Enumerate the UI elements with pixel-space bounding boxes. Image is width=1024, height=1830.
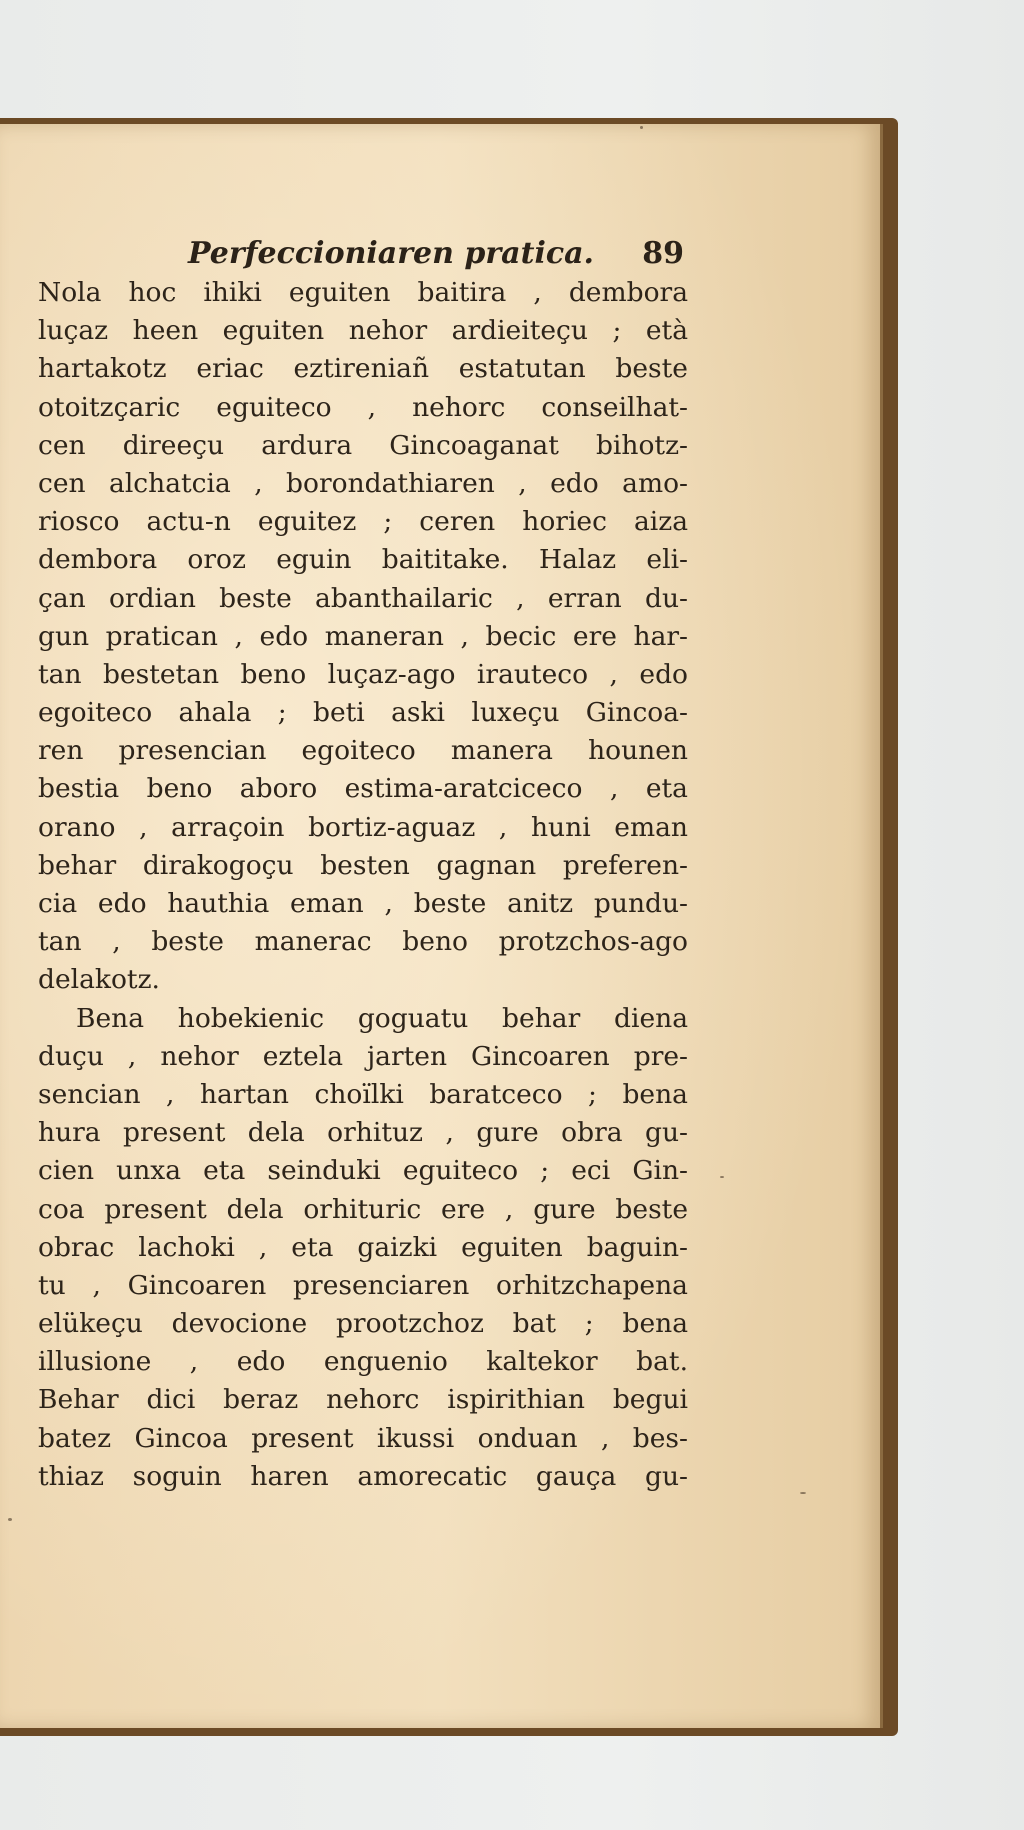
text-line: orano , arraçoin bortiz-aguaz , huni eman — [38, 811, 688, 843]
text-line: tan bestetan beno luçaz-ago irauteco , edo — [38, 658, 688, 690]
ink-speck — [8, 1518, 12, 1521]
running-header — [38, 232, 688, 274]
text-line: elükeçu devocione prootzchoz bat ; bena — [38, 1308, 688, 1340]
text-line: dembora oroz eguin baititake. Halaz eli- — [38, 544, 688, 576]
paragraph-start-line: Bena hobekienic goguatu behar diena — [76, 1002, 688, 1034]
paragraph-end-line: delakotz. — [38, 964, 160, 996]
text-line: cia edo hauthia eman , beste anitz pundu- — [38, 888, 688, 919]
running-title: Perfeccioniaren pratica. — [188, 235, 594, 271]
text-line: obrac lachoki , eta gaizki eguiten baguin- — [38, 1231, 688, 1263]
text-line: batez Gincoa present ikussi onduan , bes- — [38, 1422, 688, 1454]
text-line: riosco actu-n eguitez ; ceren horiec aiza — [38, 506, 688, 538]
text-line: Nola hoc ihiki eguiten baitira , dembora — [38, 277, 688, 308]
text-line: gun pratican , edo maneran , becic ere har- — [38, 620, 688, 652]
text-line: otoitzçaric eguiteco , nehorc conseilhat- — [38, 391, 688, 423]
ink-speck — [800, 1492, 806, 1494]
ink-speck — [640, 126, 643, 129]
text-line: hartakotz eriac eztireniañ estatutan beste — [38, 353, 688, 385]
text-line: bestia beno aboro estima-aratciceco , eta — [38, 773, 688, 805]
text-line: tu , Gincoaren presenciaren orhitzchapena — [38, 1269, 688, 1301]
text-line: behar dirakogoçu besten gagnan preferen- — [38, 849, 688, 881]
text-line: çan ordian beste abanthailaric , erran du- — [38, 582, 688, 614]
text-line: cen alchatcia , borondathiaren , edo amo- — [38, 467, 688, 499]
text-line: cen direeçu ardura Gincoaganat bihotz- — [38, 429, 688, 461]
ink-speck — [720, 1176, 724, 1178]
text-line: thiaz soguin haren amorecatic gauça gu- — [38, 1460, 688, 1492]
text-line: egoiteco ahala ; beti aski luxeçu Gincoa- — [38, 697, 688, 729]
text-line: cien unxa eta seinduki eguiteco ; eci Gin- — [38, 1155, 688, 1187]
text-line: hura present dela orhituz , gure obra gu- — [38, 1117, 688, 1149]
text-line: ren presencian egoiteco manera hounen — [38, 735, 688, 767]
text-line: luçaz heen eguiten nehor ardieiteçu ; età — [38, 315, 688, 347]
text-line: duçu , nehor eztela jarten Gincoaren pre- — [38, 1040, 688, 1072]
text-line: tan , beste manerac beno protzchos-ago — [38, 926, 688, 958]
text-line: sencian , hartan choïlki baratceco ; bena — [38, 1078, 688, 1110]
text-line: coa present dela orhituric ere , gure beste — [38, 1193, 688, 1225]
text-line: illusione , edo enguenio kaltekor bat. — [38, 1346, 688, 1378]
page-number: 89 — [642, 235, 684, 271]
text-line: Behar dici beraz nehorc ispirithian begui — [38, 1384, 688, 1416]
body-text — [38, 274, 688, 1496]
